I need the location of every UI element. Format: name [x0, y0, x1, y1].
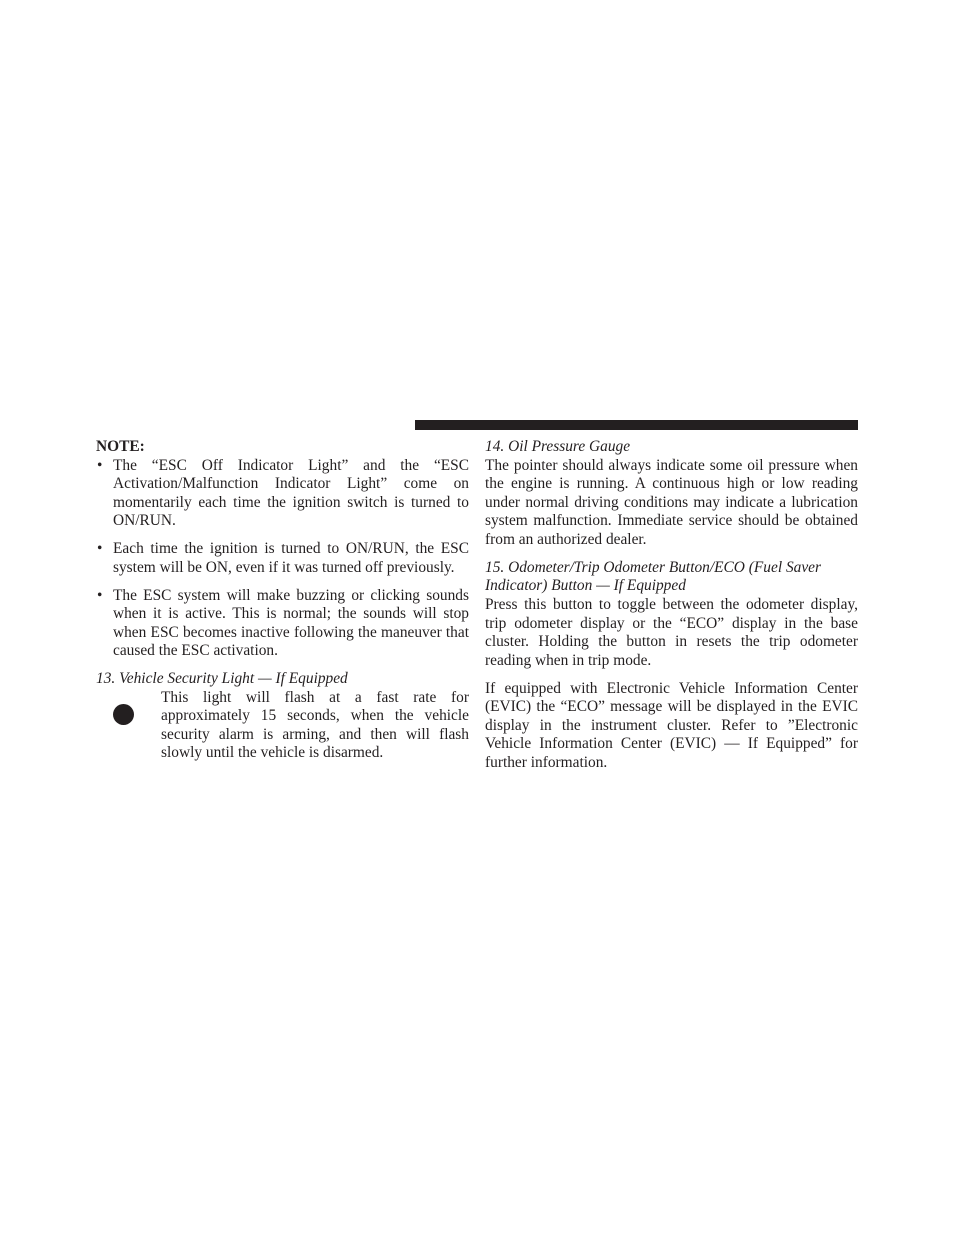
- list-item: [96, 457, 469, 531]
- note-label: NOTE:: [96, 438, 145, 455]
- bullet-icon: •: [97, 540, 103, 558]
- bullet-text: The ESC system will make buzzing or clicking sounds when it is active. This is normal; the sounds will stop when ESC becomes inactive following the maneuver that caused the ESC activation.: [113, 586, 469, 660]
- list-item: [96, 540, 469, 577]
- section-15-body-1: Press this button to toggle between the odometer display, trip odometer display or the “ECO” display in the base cluster. Holding the button in resets the trip odometer reading when in trip mode.: [485, 595, 858, 669]
- section-14-title: 14. Oil Pressure Gauge: [485, 438, 631, 455]
- section-13-title: 13. Vehicle Security Light — If Equipped: [96, 670, 348, 688]
- section-15-title: 15. Odometer/Trip Odometer Button/ECO (Fuel Saver Indicator) Button — If Equipped: [485, 558, 821, 595]
- section-15-body-2: If equipped with Electronic Vehicle Information Center (EVIC) the “ECO” message will be displayed in the EVIC display in the instrument cluster. Refer to ”Electronic Vehicle Information Center (EVIC) — If Equipped” for further information.: [485, 679, 858, 771]
- bullet-icon: •: [97, 456, 103, 474]
- section-13-body: This light will flash at a fast rate for approximately 15 seconds, when the vehicle security alarm is arming, and then will flash slowly until the vehicle is disarmed.: [161, 688, 469, 762]
- section-13-body-row: [96, 689, 469, 763]
- left-column: [96, 438, 469, 763]
- section-14-body: The pointer should always indicate some oil pressure when the engine is running. A continuous high or low reading under normal driving conditions may indicate a lubrication system malfunction. Immediate service should be obtained from an authorized dealer.: [485, 456, 858, 548]
- note-bullet-list: [96, 457, 469, 661]
- right-column: [485, 438, 858, 772]
- bullet-text: Each time the ignition is turned to ON/RUN, the ESC system will be ON, even if it was turned off previously.: [113, 540, 469, 576]
- bullet-text: The “ESC Off Indicator Light” and the “ESC Activation/Malfunction Indicator Light” come on momentarily each time the ignition switch is turned to ON/RUN.: [113, 456, 469, 530]
- bullet-icon: •: [97, 586, 103, 604]
- vehicle-security-light-icon: [113, 704, 134, 725]
- list-item: [96, 587, 469, 661]
- section-header-bar: [415, 420, 858, 430]
